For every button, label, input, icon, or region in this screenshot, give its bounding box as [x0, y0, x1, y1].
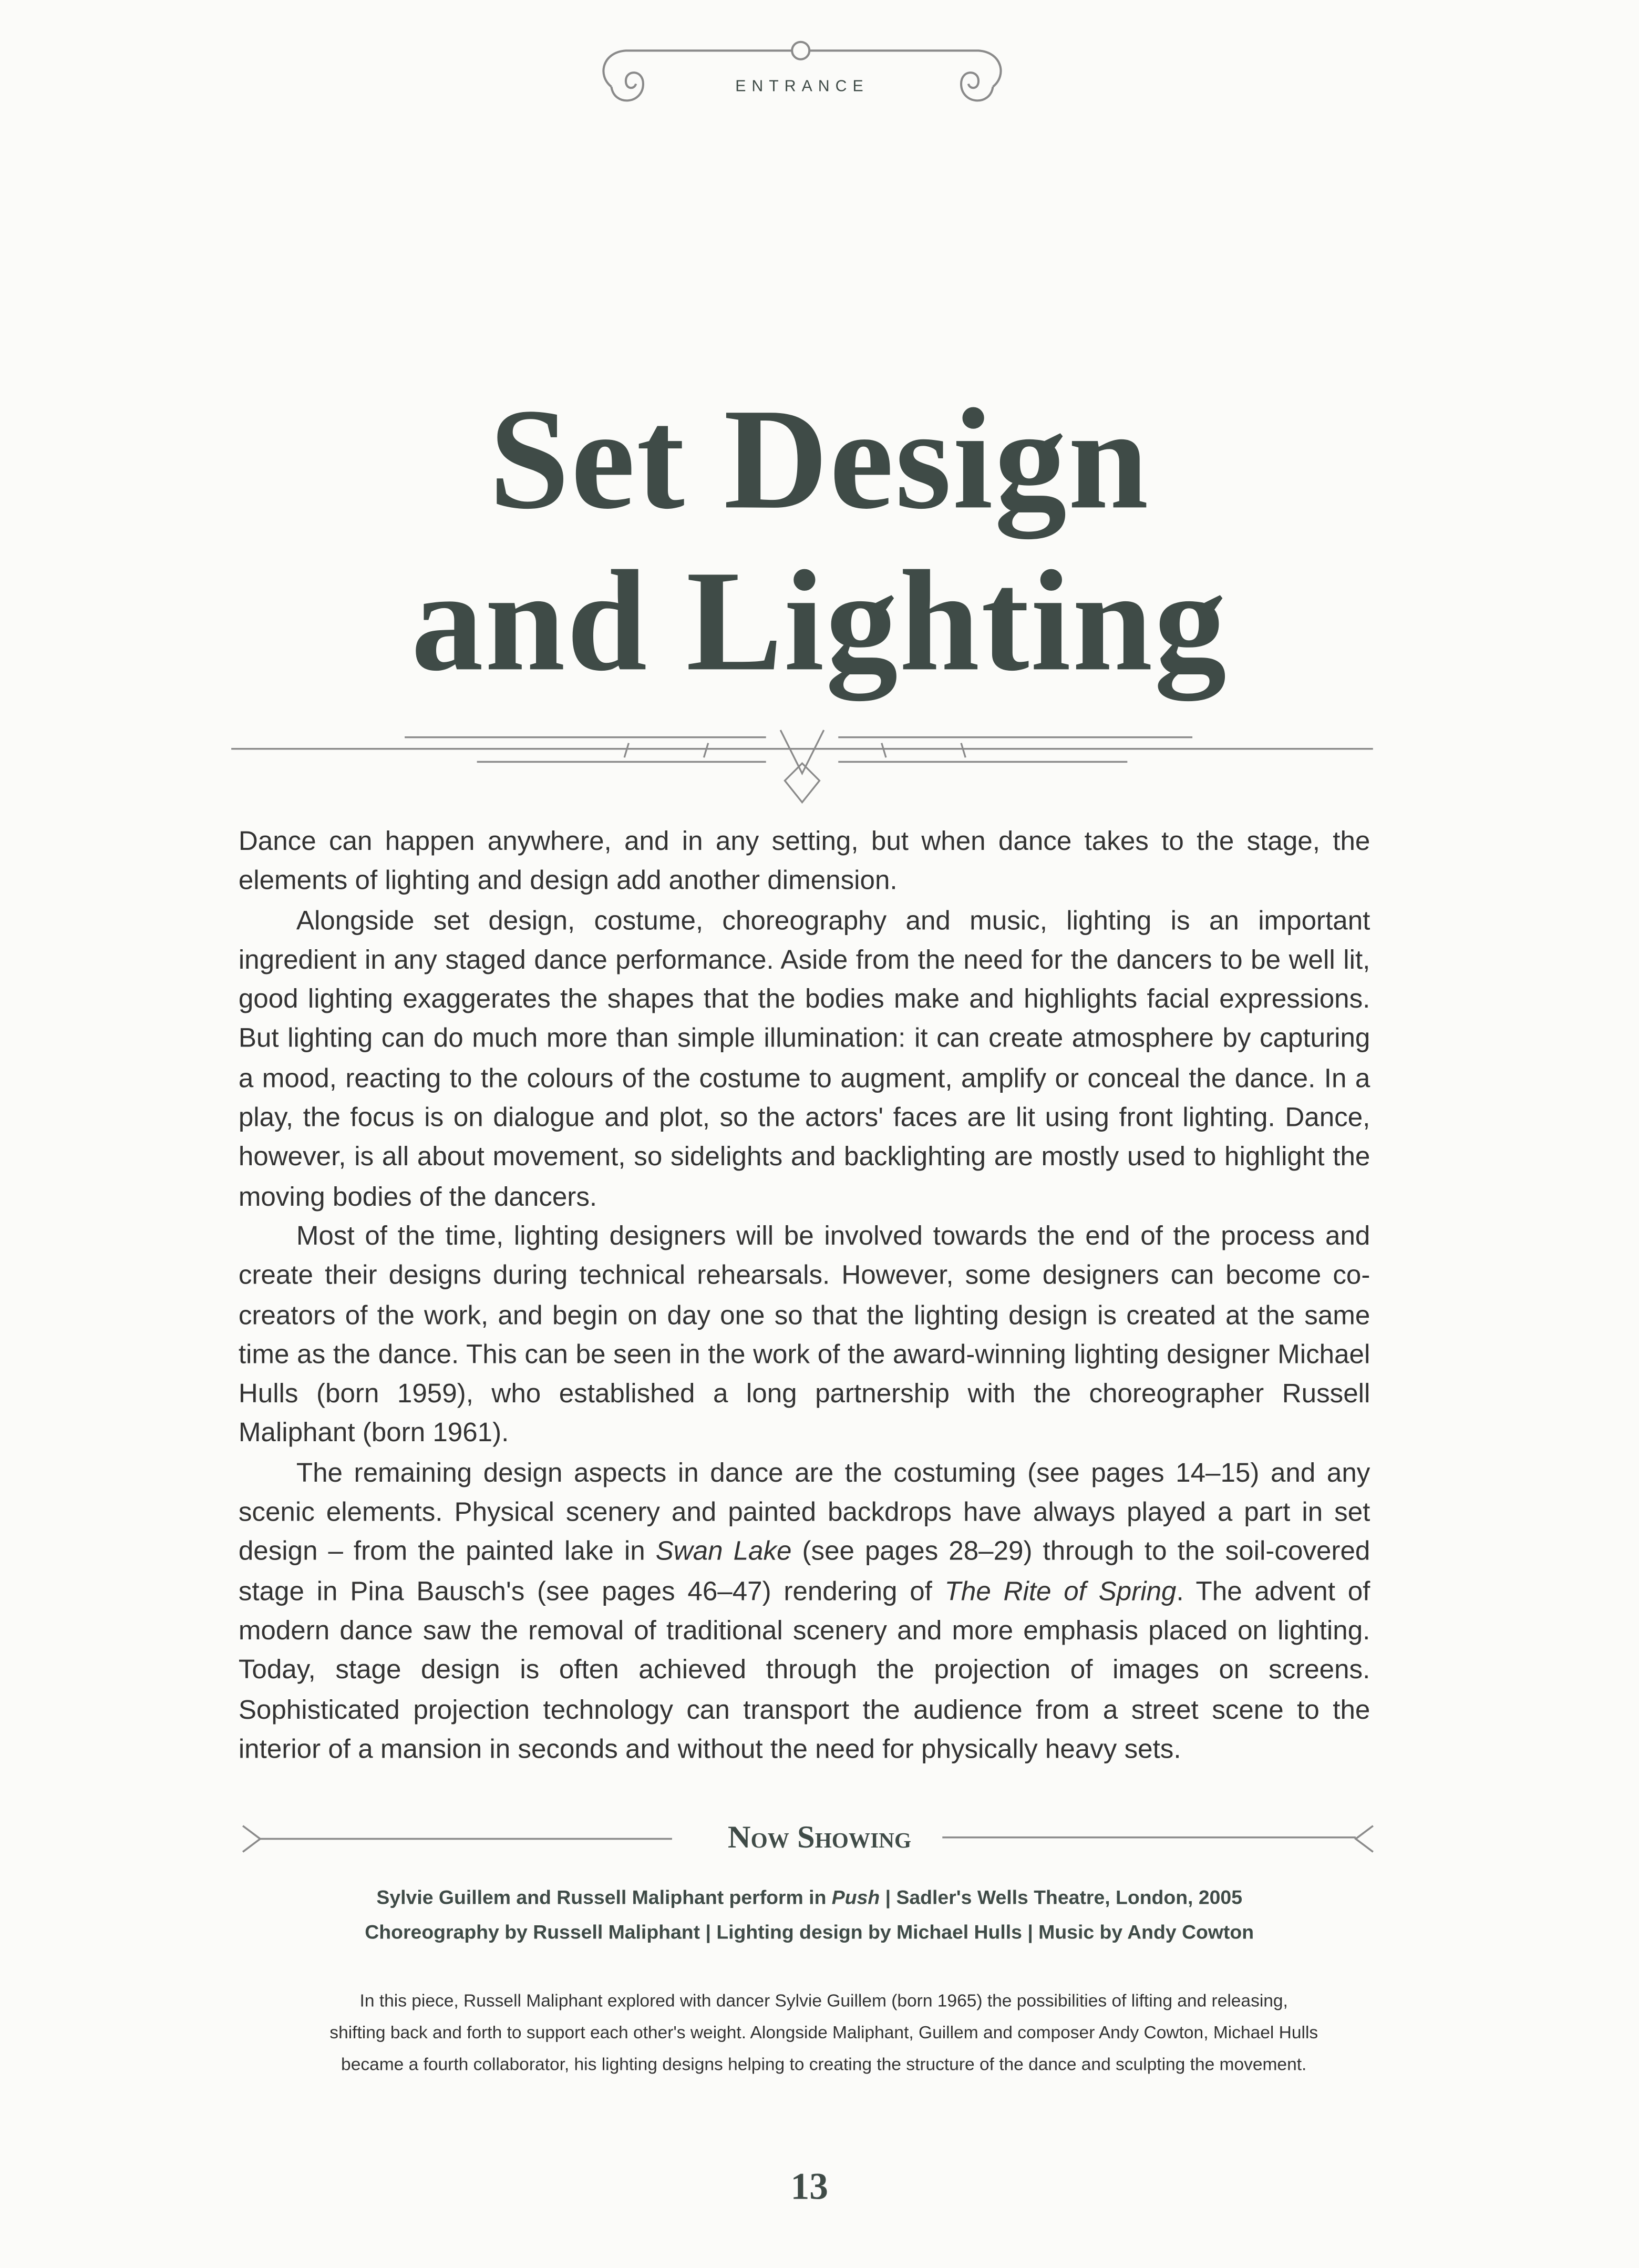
- paragraph: Most of the time, lighting designers will be involved towards the end of the process and create their designs during technical rehearsals. However, some designers can become co-creators of the work, and begin on day one so that the lighting design is created at the same time as the dance. This can be seen in the work of the award-winning lighting designer Michael Hulls (born 1959), who established a long partnership with the choreographer Russell Maliphant (born 1961).: [238, 1220, 1370, 1448]
- page-title: [0, 379, 1639, 703]
- work-title: The Rite of Spring: [944, 1575, 1177, 1606]
- caption-line: In this piece, Russell Maliphant explored with dancer Sylvie Guillem (born 1965) the possibilities of lifting and releasing,: [359, 1990, 1288, 2011]
- paragraph: [239, 1452, 1370, 1768]
- caption-line: shifting back and forth to support each other's weight. Alongside Maliphant, Guillem and composer Andy Cowton, Michael Hulls: [329, 2022, 1318, 2043]
- scroll-ornament-icon: [585, 32, 1019, 119]
- text: (see pages 28–29) through to the soil-covered stage in Pina Bausch's (see pages 46–47) rendering of: [238, 1535, 1370, 1606]
- text: . The advent of modern dance saw the removal of traditional scenery and more emphasis placed on lighting. Today, stage design is often achieved through the projection of images on screens. Sophisticated projection technology can transport the audience from a street scene to the interior of a mansion in seconds and without the need for physically heavy sets.: [238, 1575, 1370, 1764]
- title-line-2: and Lighting: [411, 540, 1228, 701]
- page-number: 13: [790, 2166, 828, 2208]
- paragraph: Alongside set design, costume, choreography and music, lighting is an important ingredient in any staged dance performance. Aside from the need for the dancers to be well lit, good lighting exaggerates the shapes that the bodies make and highlights facial expressions. But lighting can do much more than simple illumination: it can create atmosphere by capturing a mood, reacting to the colours of the costume to augment, amplify or conceal the dance. In a play, the focus is on dialogue and plot, so the actors' faces are lit using front lighting. Dance, however, is all about movement, so sidelights and backlighting are mostly used to highlight the moving bodies of the dancers.: [238, 904, 1370, 1211]
- production-credit-line: Choreography by Russell Maliphant | Lighting design by Michael Hulls | Music by Andy Cowton: [365, 1921, 1254, 1943]
- work-title: Swan Lake: [655, 1535, 792, 1566]
- work-title: Push: [831, 1886, 880, 1908]
- text: The remaining design aspects in dance are the costuming (see pages 14–15) and any scenic elements. Physical scenery and painted backdrops have always played a part in set design – from the painted lake in: [238, 1456, 1370, 1566]
- paragraph: Dance can happen anywhere, and in any setting, but when dance takes to the stage, the elements of lighting and design add another dimension.: [238, 825, 1370, 896]
- caption-line: became a fourth collaborator, his lighting designs helping to creating the structure of the dance and sculpting the movement.: [341, 2054, 1307, 2075]
- section-label: ENTRANCE: [735, 78, 869, 96]
- photo-credit-line: Sylvie Guillem and Russell Maliphant perform in Push | Sadler's Wells Theatre, London, 2005: [376, 1886, 1243, 1908]
- title-line-1: Set Design: [489, 378, 1150, 539]
- body-text: [239, 821, 1370, 1768]
- art-deco-divider-icon: [231, 723, 1373, 817]
- now-showing-heading: Now Showing: [0, 1819, 1639, 1856]
